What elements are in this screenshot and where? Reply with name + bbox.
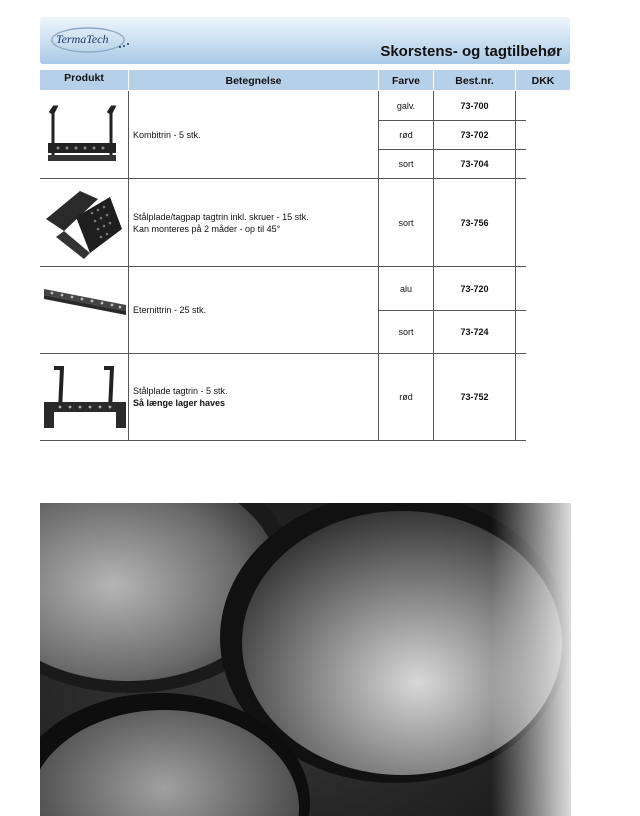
best-nr-cell: 73-756 (434, 179, 516, 266)
table-row (40, 354, 526, 441)
farve-cell: sort (379, 310, 434, 353)
best-nr-cell: 73-720 (434, 267, 516, 310)
product-description (129, 267, 379, 353)
dkk-cell (516, 267, 526, 310)
product-description (129, 354, 379, 440)
farve-cell: alu (379, 267, 434, 310)
page-title: Skorstens- og tagtilbehør (380, 43, 562, 60)
dkk-cell (516, 354, 526, 440)
product-image-cell (40, 267, 129, 353)
dkk-cell (516, 179, 526, 266)
variant-row (379, 179, 526, 266)
table-row (40, 179, 526, 267)
description-line: Kan monteres på 2 måder - op til 45° (133, 223, 281, 234)
description-note: Så længe lager haves (133, 398, 226, 408)
description-line: Stålplade/tagpap tagtrin inkl. skruer - 15 stk. (133, 211, 309, 222)
chimney-pipes-photo (40, 503, 571, 816)
description-line: Stålplade tagtrin - 5 stk. (133, 386, 228, 396)
best-nr-cell: 73-724 (434, 310, 516, 353)
roof-step-plate-icon (40, 179, 129, 266)
dkk-cell (516, 120, 526, 149)
description-line: Kombitrin - 5 stk. (133, 129, 201, 140)
column-header-dkk: DKK (516, 70, 570, 90)
best-nr-cell: 73-704 (434, 149, 516, 178)
farve-cell: galv. (379, 91, 434, 120)
dkk-cell (516, 91, 526, 120)
product-description (129, 179, 379, 266)
variant-row (379, 354, 526, 440)
variant-row (379, 120, 526, 150)
column-header-produkt: Produkt (40, 70, 129, 90)
description-line: Eternittrin - 25 stk. (133, 305, 207, 315)
farve-cell: sort (379, 179, 434, 266)
header-banner (40, 17, 570, 64)
dkk-cell (516, 310, 526, 353)
table-row (40, 91, 526, 179)
farve-cell: rød (379, 120, 434, 149)
dkk-cell (516, 149, 526, 178)
best-nr-cell: 73-702 (434, 120, 516, 149)
table-header (40, 70, 570, 90)
farve-cell: sort (379, 149, 434, 178)
product-description (129, 91, 379, 178)
variant-row (379, 310, 526, 353)
table-row (40, 267, 526, 354)
variant-row (379, 91, 526, 121)
product-image-cell (40, 354, 129, 440)
chimney-pipes-image (40, 503, 571, 816)
product-image-cell (40, 179, 129, 266)
variant-row (379, 267, 526, 311)
eternit-step-icon (40, 267, 129, 353)
best-nr-cell: 73-700 (434, 91, 516, 120)
farve-cell: rød (379, 354, 434, 440)
kombitrin-step-icon (40, 91, 129, 178)
variant-row (379, 149, 526, 178)
steel-roof-step-icon (40, 354, 129, 440)
column-header-best-nr: Best.nr. (434, 70, 516, 90)
logo-text: TermaTech (56, 32, 109, 46)
product-image-cell (40, 91, 129, 178)
column-header-farve: Farve (379, 70, 434, 90)
column-header-betegnelse: Betegnelse (129, 70, 379, 90)
best-nr-cell: 73-752 (434, 354, 516, 440)
